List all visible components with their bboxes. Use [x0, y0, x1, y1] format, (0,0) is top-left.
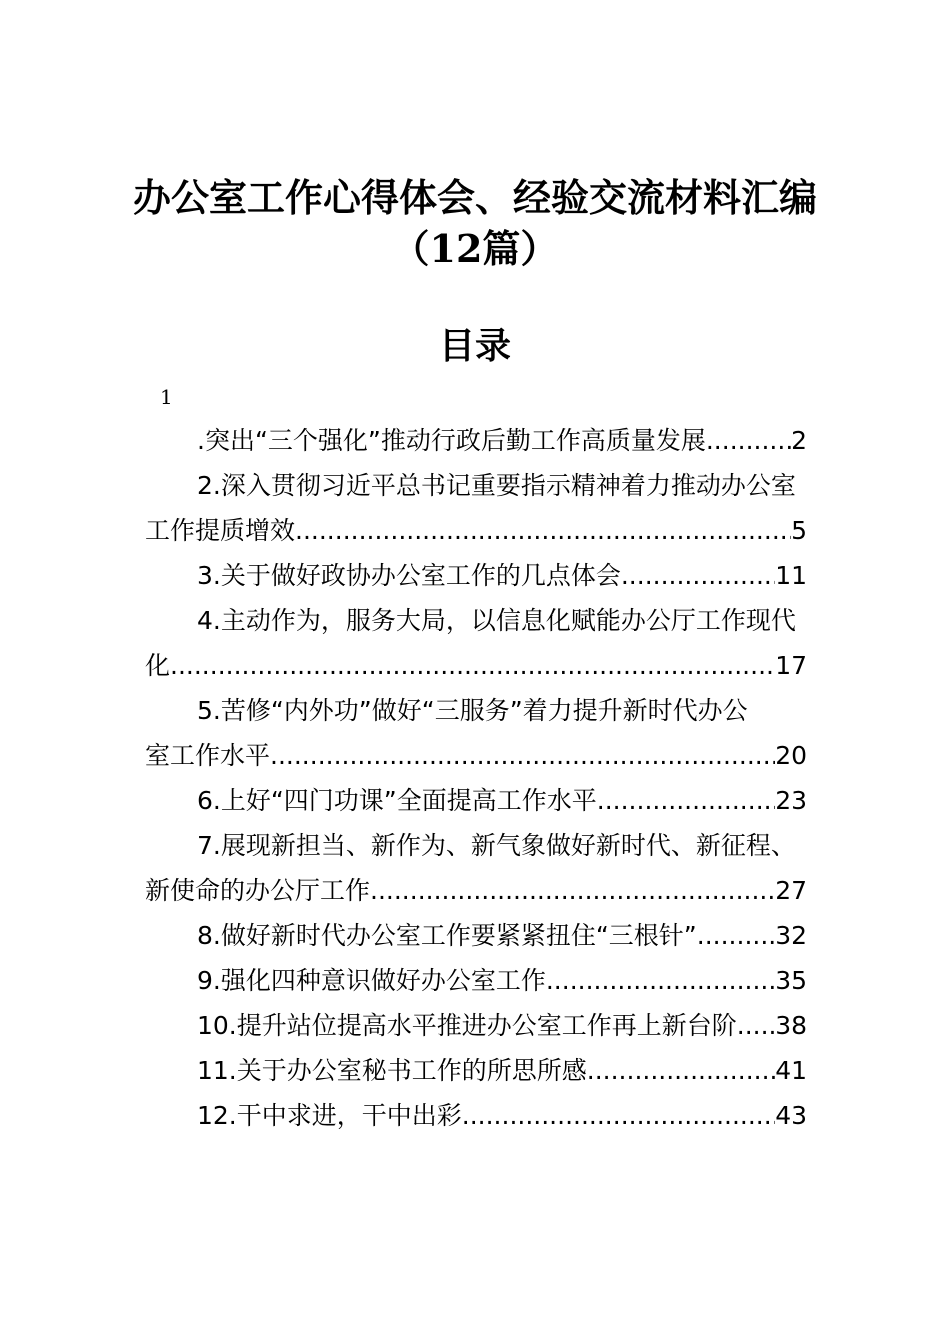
toc-page-number: 11	[775, 561, 807, 590]
dot-leader	[621, 553, 775, 598]
toc-page-number: 27	[775, 876, 807, 905]
toc-entry-title-continued: 新使命的办公厅工作	[145, 876, 371, 905]
toc-entry[interactable]	[145, 553, 807, 598]
dot-leader	[462, 1093, 775, 1138]
toc-entry-title: 4.主动作为，服务大局，以信息化赋能办公厅工作现代	[197, 606, 796, 635]
toc-entry[interactable]	[145, 1048, 807, 1093]
toc-page-number: 20	[775, 741, 807, 770]
toc-page-number: 35	[775, 966, 807, 995]
dot-leader	[597, 778, 775, 823]
dot-leader	[697, 913, 775, 958]
toc-entry[interactable]	[145, 958, 807, 1003]
toc-heading: 目录	[438, 325, 511, 367]
toc-entry[interactable]	[145, 913, 807, 958]
toc-entry[interactable]	[145, 598, 807, 688]
toc-page-number: 5	[791, 516, 807, 545]
table-of-contents	[145, 418, 807, 1138]
stray-number-mark: 1	[160, 385, 173, 409]
toc-entry-title-continued: 室工作水平	[145, 741, 271, 770]
dot-leader	[546, 958, 775, 1003]
toc-page-number: 32	[775, 921, 807, 950]
toc-entry-title-continued: 工作提质增效	[145, 516, 296, 545]
toc-entry[interactable]	[145, 463, 807, 553]
toc-entry-title: 12.干中求进，干中出彩	[197, 1101, 462, 1130]
toc-entry-title: 11.关于办公室秘书工作的所思所感	[197, 1056, 587, 1085]
toc-page-number: 23	[775, 786, 807, 815]
dot-leader	[587, 1048, 775, 1093]
dot-leader	[370, 868, 775, 913]
dot-leader	[737, 1003, 775, 1048]
toc-entry-title: 9.强化四种意识做好办公室工作	[197, 966, 546, 995]
toc-page-number: 17	[775, 651, 807, 680]
dot-leader	[170, 643, 775, 688]
toc-entry[interactable]	[145, 823, 807, 913]
toc-page-number: 2	[791, 426, 807, 455]
toc-entry[interactable]	[145, 688, 807, 778]
toc-entry[interactable]	[145, 778, 807, 823]
document-title: 办公室工作心得体会、经验交流材料汇编	[132, 175, 817, 220]
dot-leader	[295, 508, 791, 553]
toc-entry-title: 2.深入贯彻习近平总书记重要指示精神着力推动办公室	[197, 471, 796, 500]
toc-entry-title: 3.关于做好政协办公室工作的几点体会	[197, 561, 621, 590]
toc-entry-title-continued: 化	[145, 651, 171, 680]
toc-entry-title: 7.展现新担当、新作为、新气象做好新时代、新征程、	[197, 831, 796, 860]
document-subtitle-count: （12篇）	[391, 226, 559, 271]
dot-leader	[706, 418, 791, 463]
toc-page-number: 38	[775, 1011, 807, 1040]
toc-page-number: 43	[775, 1101, 807, 1130]
toc-entry-title: 6.上好“四门功课”全面提高工作水平	[197, 786, 597, 815]
toc-entry-title: 10.提升站位提高水平推进办公室工作再上新台阶	[197, 1011, 737, 1040]
toc-entry-title: .突出“三个强化”推动行政后勤工作高质量发展	[197, 426, 706, 455]
toc-entry-title: 5.苦修“内外功”做好“三服务”着力提升新时代办公	[197, 696, 748, 725]
toc-entry[interactable]	[145, 418, 807, 463]
toc-entry[interactable]	[145, 1003, 807, 1048]
dot-leader	[270, 733, 775, 778]
toc-entry-title: 8.做好新时代办公室工作要紧紧扭住“三根针”	[197, 921, 697, 950]
toc-entry[interactable]	[145, 1093, 807, 1138]
toc-page-number: 41	[775, 1056, 807, 1085]
